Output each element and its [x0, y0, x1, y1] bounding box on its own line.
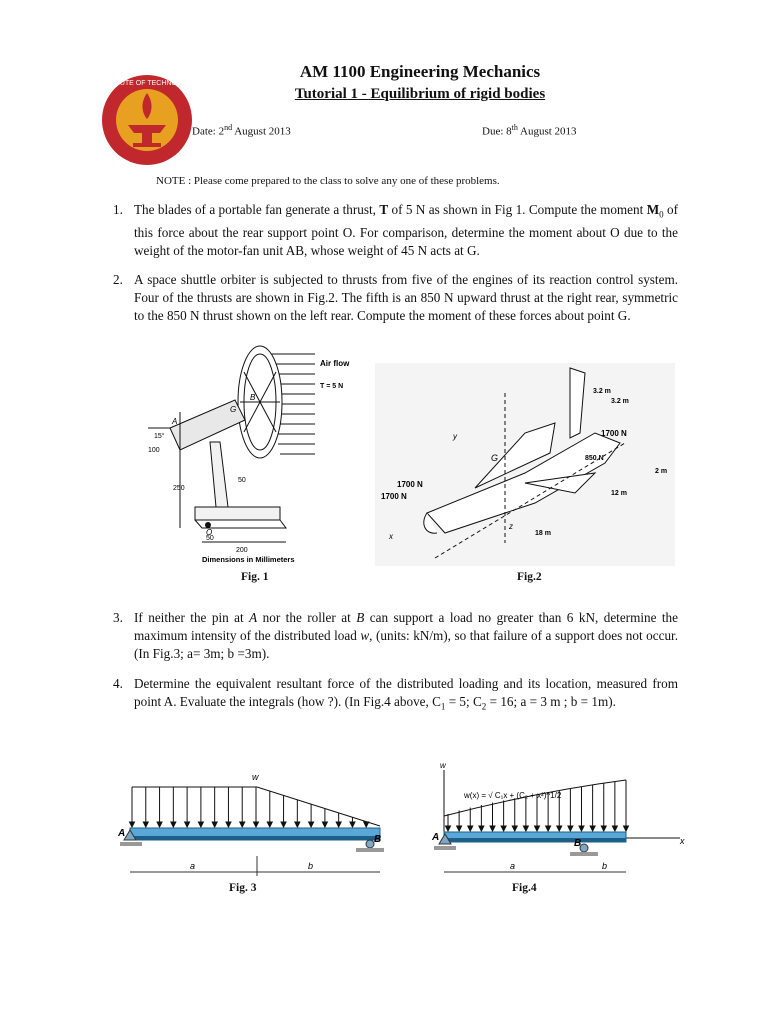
- load-arrowhead: [198, 822, 203, 827]
- date-line: Date: 2nd August 2013: [192, 123, 291, 138]
- svg-text:w(x) = √ C₁x + (C₂ + x²)^1/2: w(x) = √ C₁x + (C₂ + x²)^1/2: [464, 791, 562, 800]
- svg-text:50: 50: [238, 477, 246, 484]
- figure-4-beam: [430, 760, 690, 880]
- svg-text:2 m: 2 m: [655, 468, 668, 475]
- svg-text:12 m: 12 m: [611, 490, 627, 497]
- figure-1-fan: [140, 342, 365, 564]
- svg-text:18 m: 18 m: [535, 530, 551, 537]
- load-arrowhead: [254, 822, 259, 827]
- load-arrowhead: [601, 826, 606, 831]
- svg-text:a: a: [510, 861, 516, 871]
- svg-text:b: b: [602, 861, 608, 871]
- question-2: 2. A space shuttle orbiter is subjected to thrusts from five of the engines of its reaction control system. Four of the thrusts are shown in Fig.2. The fifth is an 850 N upward thrust at the right rear, symmetric to the 850 N thrust shown on the left rear. Compute the moment of these forces about point G.: [113, 272, 678, 323]
- svg-text:1700 N: 1700 N: [381, 492, 407, 501]
- load-arrowhead: [523, 826, 528, 831]
- svg-text:B: B: [574, 838, 582, 849]
- load-arrowhead: [336, 822, 341, 827]
- due-line: Due: 8th August 2013: [482, 123, 577, 138]
- load-arrowhead: [226, 822, 231, 827]
- figure-2-caption: Fig.2: [517, 571, 542, 583]
- svg-text:x: x: [680, 836, 685, 846]
- load-arrowhead: [468, 826, 473, 831]
- figure-4-caption: Fig.4: [512, 882, 537, 894]
- load-arrowhead: [295, 822, 300, 827]
- iit-madras-logo: [100, 73, 194, 167]
- load-arrowhead: [457, 826, 462, 831]
- load-arrowhead: [535, 826, 540, 831]
- svg-text:b: b: [308, 861, 314, 871]
- svg-text:A: A: [172, 417, 178, 426]
- load-arrowhead: [322, 822, 327, 827]
- tutorial-title: Tutorial 1 - Equilibrium of rigid bodies: [294, 86, 546, 102]
- svg-text:250: 250: [173, 485, 185, 492]
- load-arrowhead: [350, 822, 355, 827]
- question-3: 3. If neither the pin at A nor the roller at B can support a load no greater than 6 kN, determine the maximum intensity of the distributed load w, (units: kN/m), so that failure of a support does not occur. (In Fig.3; a= 3m; b =3m).: [113, 610, 679, 661]
- svg-text:3.2 m: 3.2 m: [611, 398, 629, 405]
- svg-text:15°: 15°: [154, 433, 165, 440]
- load-arrowhead: [612, 826, 617, 831]
- svg-text:w: w: [252, 772, 259, 782]
- course-title: AM 1100 Engineering Mechanics: [299, 62, 541, 81]
- figure-3-beam: [112, 760, 397, 880]
- load-arrowhead: [240, 822, 245, 827]
- figure-3-caption: Fig. 3: [229, 882, 257, 894]
- load-arrowhead: [568, 826, 573, 831]
- load-arrowhead: [171, 822, 176, 827]
- svg-text:850 N: 850 N: [585, 455, 604, 462]
- svg-text:Air flow: Air flow: [320, 359, 350, 368]
- figure-1-caption: Fig. 1: [241, 571, 269, 583]
- svg-text:Dimensions in Millimeters: Dimensions in Millimeters: [202, 555, 295, 564]
- load-arrowhead: [281, 822, 286, 827]
- load-arrowhead: [185, 822, 190, 827]
- figure-2-shuttle: [375, 363, 675, 566]
- svg-text:B: B: [250, 393, 256, 402]
- load-arrowhead: [512, 826, 517, 831]
- note-text: NOTE : Please come prepared to the class to solve any one of these problems.: [156, 175, 500, 187]
- svg-text:1700 N: 1700 N: [397, 480, 423, 489]
- load-arrowhead: [479, 826, 484, 831]
- load-arrowhead: [446, 826, 451, 831]
- load-arrowhead: [501, 826, 506, 831]
- load-arrowhead: [267, 822, 272, 827]
- load-arrowhead: [143, 822, 148, 827]
- svg-text:G: G: [491, 453, 499, 463]
- question-4: 4. Determine the equivalent resultant force of the distributed loading and its location, measured from point A. Evaluate the integrals (how ?). (In Fig.4 above, $C_1 = 5$; $C_2 = 16$; a = 3 m ; b = 1m).: [113, 676, 678, 712]
- load-arrowhead: [557, 826, 562, 831]
- svg-text:A: A: [432, 832, 440, 843]
- svg-text:3.2 m: 3.2 m: [593, 388, 611, 395]
- svg-text:G: G: [230, 405, 237, 414]
- svg-text:w: w: [440, 761, 446, 770]
- svg-text:T = 5 N: T = 5 N: [320, 383, 344, 390]
- load-arrowhead: [624, 826, 629, 831]
- logo-text: INSTITUTE OF TECHNOLOGY: [100, 80, 194, 87]
- svg-text:a: a: [190, 861, 196, 871]
- svg-text:100: 100: [148, 447, 160, 454]
- load-arrowhead: [157, 822, 162, 827]
- load-arrowhead: [130, 822, 135, 827]
- svg-text:B: B: [374, 834, 382, 845]
- svg-text:50: 50: [206, 535, 214, 542]
- svg-text:x: x: [389, 532, 393, 541]
- load-arrowhead: [212, 822, 217, 827]
- svg-text:z: z: [509, 522, 513, 531]
- load-arrowhead: [579, 826, 584, 831]
- svg-text:1700 N: 1700 N: [601, 429, 627, 438]
- load-arrowhead: [490, 826, 495, 831]
- question-1: 1. The blades of a portable fan generate a thrust, T of 5 N as shown in Fig 1. Compute the moment $M_0$ of this force about the rear support point O. For comparison, determine the moment about O due to the weight of the motor-fan unit AB, whose weight of 45 N acts at G.: [113, 202, 679, 258]
- load-arrowhead: [309, 822, 314, 827]
- load-arrowhead: [364, 822, 369, 827]
- svg-text:200: 200: [236, 547, 248, 554]
- svg-text:O: O: [206, 528, 213, 537]
- load-arrowhead: [590, 826, 595, 831]
- load-arrowhead: [546, 826, 551, 831]
- svg-text:A: A: [118, 828, 126, 839]
- svg-text:y: y: [453, 432, 457, 441]
